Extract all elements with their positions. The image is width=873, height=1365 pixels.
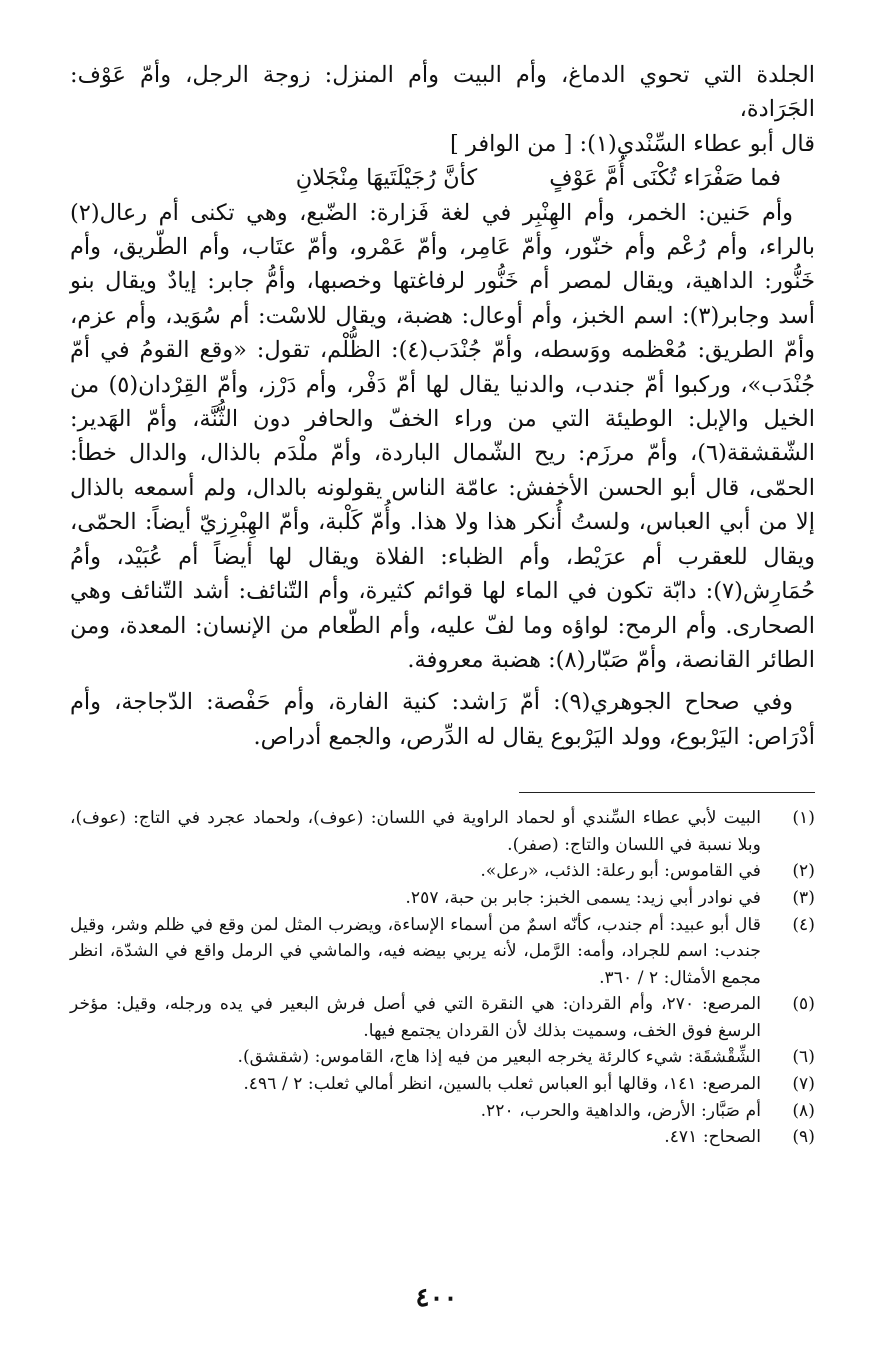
footnote-9 bbox=[70, 1124, 815, 1151]
footnote-number: (٨) bbox=[792, 1100, 815, 1121]
footnote-3 bbox=[70, 885, 815, 912]
footnote-number: (٥) bbox=[792, 994, 815, 1015]
footnote-number: (١) bbox=[792, 808, 815, 829]
footnote-number: (٦) bbox=[792, 1047, 815, 1068]
footnote-number: (٣) bbox=[792, 887, 815, 908]
verse-attribution: قال أبو عطاء السِّنْدي(١): [ من الوافر ] bbox=[450, 130, 815, 157]
footnote-number: (٩) bbox=[792, 1127, 815, 1148]
verse-second-hemistich: كأنَّ رُجَيْلَتَيهَا مِنْجَلانِ bbox=[295, 165, 478, 192]
footnote-4 bbox=[70, 912, 815, 992]
footnote-text: في القاموس: أبو رعلة: الذئب، «رعل». bbox=[480, 861, 761, 882]
footnote-8 bbox=[70, 1098, 815, 1125]
footnote-text: في نوادر أبي زيد: يسمى الخبز: جابر بن حبة، ٢٥٧. bbox=[405, 887, 761, 908]
book-page bbox=[70, 58, 815, 1151]
verse-first-hemistich: فما صَفْرَاء تُكْنَى أُمَّ عَوْفٍ bbox=[549, 165, 781, 192]
footnote-number: (٤) bbox=[792, 914, 815, 935]
footnote-2 bbox=[70, 858, 815, 885]
paragraph-3: وفي صحاح الجوهري(٩): أمّ رَاشد: كنية الفارة، وأم حَفْصة: الدّجاجة، وأم أدْرَاص: اليَرْبوع، وولد اليَرْبوع يقال له الدِّرص، والجمع أدراص. bbox=[70, 689, 815, 750]
paragraph-1: الجلدة التي تحوي الدماغ، وأم البيت وأم المنزل: زوجة الرجل، وأمّ عَوْف: الجَرَادة، bbox=[70, 62, 815, 123]
footnote-7 bbox=[70, 1071, 815, 1098]
main-text bbox=[70, 58, 815, 754]
page-number: ٤٠٠ bbox=[415, 1283, 458, 1313]
footnote-number: (٧) bbox=[792, 1074, 815, 1095]
poem-verse bbox=[70, 161, 815, 195]
footnote-text: أم صَبَّار: الأرض، والداهية والحرب، ٢٢٠. bbox=[480, 1100, 761, 1121]
footnote-text: الشِّقْشقَة: شيء كالرئة يخرجه البعير من فيه إذا هاج، القاموس: (شقشق). bbox=[237, 1047, 761, 1068]
paragraph-2: وأم حَنين: الخمر، وأم الهِنْبِر في لغة فَزارة: الضّبع، وهي تكنى أم رعال(٢) بالراء، وأم رُعْم وأم خنّور، وأمّ عَامِر، وأمّ عَمْرو، وأمّ عتَاب، وأم الطّريق، وأم خَنُّور: الداهية، ويقال لمصر أم خَنُّور لرفاغتها وخصبها، وأمُّ جابر: إيادٌ ويقال بنو أسد وجابر(٣): اسم الخبز، وأم أوعال: هضبة، ويقال للاسْت: أم سُوَيد، وأم عزم، وأمّ الطريق: مُعْظمه ووَسطه، وأمّ جُنْدَب(٤): الظُّلْم، تقول: «وقع القومُ في أمّ جُنْدَب»، وركبوا أمّ جندب، والدنيا يقال لها أمّ دَفْر، وأم دَرْز، وأمّ القِرْدان(٥) من الخيل والإبل: الوطيئة التي من وراء الخفّ والحافر دون الثُّنَّة، وأمّ الهَدير: الشّقشقة(٦)، وأمّ مرزَم: ريح الشّمال الباردة، وأمّ ملْدَم بالذال، والدال خطأ: الحمّى، قال أبو الحسن الأخفش: عامّة الناس يقولونه بالدال، ولم أسمعه بالذال إلا من أبي العباس، ولستُ أُنكر هذا ولا هذا. وأُمّ كَلْبة، وأمّ الهِبْرِزيّ أيضاً: الحمّى، ويقال للعقرب أم عرَيْط، وأم الظباء: الفلاة ويقال لها أيضاً أم عُبَيْد، وأمُ حُمَارِش(٧): دابّة تكون في الماء لها قوائم كثيرة، وأم التّنائف: أشد التّنائف وهي الصحارى. وأم الرمح: لواؤه وما لفّ عليه، وأم الطّعام من الإنسان: المعدة، ومن الطائر القانصة، وأمّ صَبّار(٨): هضبة معروفة. bbox=[70, 199, 816, 673]
footnote-number: (٢) bbox=[792, 861, 815, 882]
footnote-text: قال أبو عبيد: أم جندب، كأنّه اسمٌ من أسماء الإساءة، ويضرب المثل لمن وقع في ظلم وشر، وقيل جندب: اسم للجراد، وأمه: الرَّمل، لأنه يربي بيضه فيه، والماشي في الرمل واقع في الشدّة، انظر مجمع الأمثال: ٢ / ٣٦٠. bbox=[70, 914, 761, 988]
footnote-text: المرصع: ١٤١، وقالها أبو العباس ثعلب بالسين، انظر أمالي ثعلب: ٢ / ٤٩٦. bbox=[243, 1074, 761, 1095]
footnote-separator bbox=[519, 792, 815, 793]
footnote-5 bbox=[70, 991, 815, 1044]
footnote-text: البيت لأبي عطاء السِّندي أو لحماد الراوية في اللسان: (عوف)، ولحماد عجرد في التاج: (عوف)، وبلا نسبة في اللسان والتاج: (صفر). bbox=[70, 808, 761, 855]
footnote-1 bbox=[70, 805, 815, 858]
footnote-6 bbox=[70, 1044, 815, 1071]
footnote-text: المرصع: ٢٧٠، وأم القردان: هي النقرة التي في أصل فرش البعير في يده ورجله، وقيل: مؤخر الرسغ فوق الخف، وسميت بذلك لأن القردان يجتمع فيها. bbox=[70, 994, 761, 1041]
footnotes bbox=[70, 805, 815, 1151]
footnote-text: الصحاح: ٤٧١. bbox=[664, 1127, 761, 1148]
